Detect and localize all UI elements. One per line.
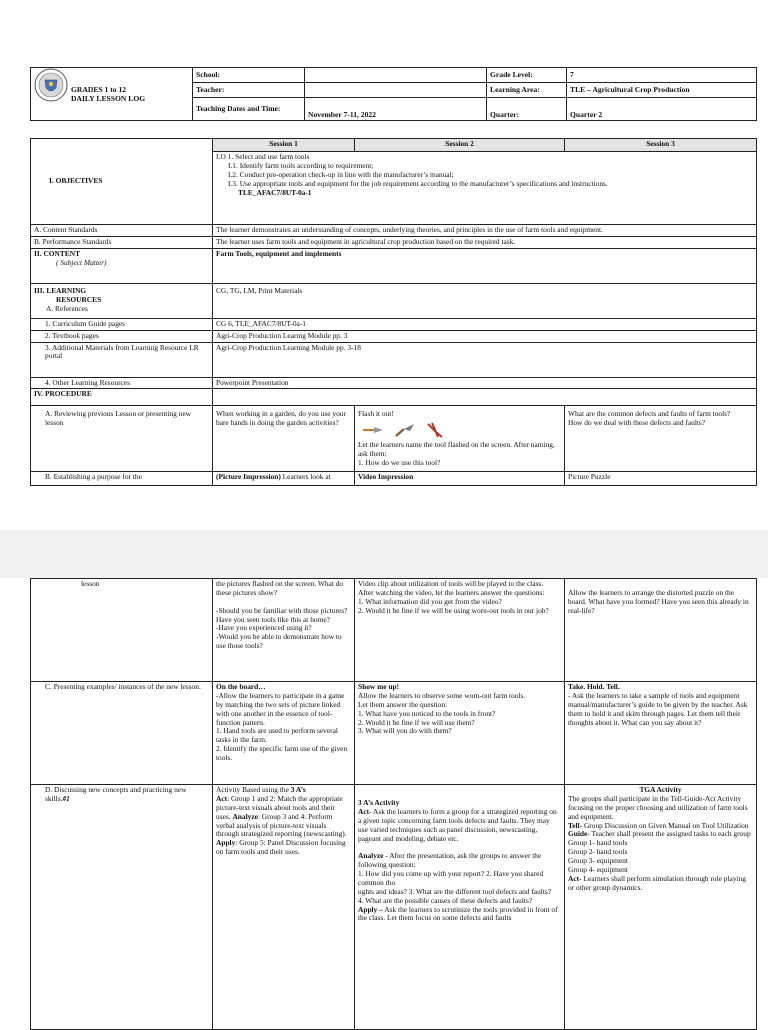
procedure-d-label-num: #1 — [62, 793, 70, 803]
resource-row-2-label: 2. Textbook pages — [31, 330, 213, 342]
d2-act-text: - Ask the learners to form a group for a strategized reporting on a given topic concerning farm tools defects and faults. They may use varied techniques such as panel discussion, newscasting, pageant and modeling, debate etc. — [358, 806, 557, 843]
procedure-d-session-2 — [355, 785, 565, 1030]
procedure-label: IV. PROCEDURE — [31, 389, 213, 406]
procedure-b-label-cont: lesson — [31, 579, 213, 682]
resource-row-2-value: Agri-Crop Production Learnig Module pp. 3 — [213, 330, 757, 342]
grade-label: Grade Level: — [487, 68, 567, 83]
d2-apply-text: Ask the learners to scrutinize the tools provided in front of the class. Let them focus on some defects and faults — [358, 904, 558, 923]
log-title-line1: GRADES 1 to 12 — [71, 84, 127, 94]
learning-resources-label-1: III. LEARNING — [34, 285, 87, 295]
content-standards-label: A. Content Standards — [31, 225, 213, 237]
quarter-value: Quarter 2 — [567, 98, 757, 121]
resource-row-1-value: CG 6, TLE_AFAC7/8UT-0a-1 — [213, 318, 757, 330]
content-standards-value: The learner demonstrates an understanding of concepts, underlying theories, and principles in the use of farm tools and equipment. — [213, 225, 757, 237]
d2-analyze-text: - After the presentation, ask the groups to answer the following question: 1. How did you come up with your report? 2. Have you shared common tho ughts and ideas? 3. What are the different tool defects and faults? 4. What are the possible causes of these defects and faults? — [358, 851, 552, 905]
d2-apply: Apply – — [358, 904, 383, 914]
d3-act-text: - Learners shall perform simulation through role playing or other group dynamics. — [568, 873, 746, 892]
procedure-d-session-1 — [213, 785, 355, 1030]
d1-act: Act — [216, 793, 228, 803]
page-gap — [0, 530, 768, 578]
tool-images — [362, 422, 561, 438]
content-label-cell — [31, 248, 213, 283]
area-value: TLE – Agricultural Crop Production — [567, 83, 757, 98]
resource-row-4-value: Powerpoint Presentation — [213, 377, 757, 389]
procedure-d-label-cell — [31, 785, 213, 1030]
objectives-content — [213, 152, 757, 225]
quarter-label: Quarter: — [487, 98, 567, 121]
d3-intro: The groups shall participate in the Tell-Guide-Act Activity focusing on the proper choosing and utilization of farm tools and equipment. — [568, 793, 748, 821]
procedure-c-session-1 — [213, 682, 355, 785]
content-sublabel: ( Subject Matter) — [56, 257, 107, 267]
procedure-a-label: A. Reviewing previous Lesson or presenting new lesson — [31, 406, 213, 472]
teacher-label: Teacher: — [193, 83, 305, 98]
d1-apply: Apply — [216, 838, 236, 848]
header-table — [30, 67, 757, 121]
references-label: A. References — [46, 303, 88, 313]
picture-impression-rest: Learners look at — [280, 472, 331, 482]
show-me-up-body: Allow the learners to observe some worn-out farm tools. Let them answer the question: 1. What have you noticed to the tools in front? 2. Would it be fine if we will use them? 3. What will you do with them? — [358, 690, 526, 736]
flash-body: Let the learners name the tool flashed on the screen. After naming, ask them: — [358, 440, 555, 459]
flash-question: 1. How do we use this tool? — [358, 458, 441, 467]
resource-row-3-label: 3. Additional Materials from Learning Resource LR portal — [31, 342, 213, 377]
d1-analyze-text: : Group 3 and 4: Perform verbal analysis of picture-text visuals through strategized reporting (newscasting). — [216, 811, 347, 839]
procedure-blank — [213, 389, 757, 406]
procedure-d-label: D. Discussing new concepts and practicing new skills. — [45, 785, 187, 803]
performance-standards-label: B. Performance Standards — [31, 236, 213, 248]
dates-value: November 7-11, 2022 — [305, 98, 487, 121]
learning-resources-label-cell — [31, 283, 213, 318]
lesson-table-continued — [30, 578, 757, 1030]
objective-item-2: I.2. Conduct pre-operation check-up in line with the manufacturer’s manual; — [228, 169, 454, 179]
d1-analyze: Analyze — [232, 811, 258, 821]
content-value: Farm Tools, equipment and implements — [213, 248, 757, 283]
log-title-line2: DAILY LESSON LOG — [71, 94, 146, 103]
lesson-table — [30, 138, 757, 486]
procedure-a-session-2 — [355, 406, 565, 472]
d2-title: 3 A’s Activity — [358, 798, 400, 807]
content-label: II. CONTENT — [34, 248, 80, 258]
take-hold-tell-title: Take. Hold. Tell. — [568, 682, 620, 691]
learning-resources-value: CG, TG, LM, Print Materials — [213, 283, 757, 318]
procedure-b-session-2-cont: Video clip about utilization of tools will be played to the class. After watching the video, let the learners answer the questions: 1. What information did you get from the video? 2. Would it be fine if we will be using worn-out tools in our job? — [355, 579, 565, 682]
d3-guide: Guide — [568, 829, 588, 839]
hand-trowel-icon — [394, 422, 416, 438]
take-hold-tell-body: - Ask the learners to take a sample of tools and equipment manual/manufacturer’s guide to be given by the teacher. Ask them to hold it and skim through pages. Let them tell their thoughts about it. What can you say about it? — [568, 690, 748, 727]
procedure-d-session-3 — [565, 785, 757, 1030]
page-two — [0, 578, 768, 1024]
teacher-value — [305, 83, 487, 98]
procedure-b-session-3-cont: Allow the learners to arrange the distorted puzzle on the board. What have you formed? Have you seen this already in real-life? — [565, 579, 757, 682]
procedure-c-label: C. Presenting examples/ instances of the new lesson. — [31, 682, 213, 785]
trowel-icon — [362, 425, 384, 435]
procedure-b-session-3: Picture Puzzle — [565, 472, 757, 486]
d3-title: TGA Activity — [639, 785, 682, 794]
on-the-board-body: -Allow the learners to participate in a game by matching the two sets of picture linked with one another in the essence of tool-function pattern. 1. Hand tools are used to perform several tasks in the farm. 2. Identify the specific farm use of the given tools. — [216, 690, 348, 762]
school-value — [305, 68, 487, 83]
objective-item-3: I.3. Use appropriate tools and equipment for the job requirement according to the manufacturer’s specifications and instructions. — [228, 178, 608, 188]
session-2-header: Session 2 — [355, 139, 565, 152]
on-the-board-title: On the board… — [216, 682, 266, 691]
objective-item-1: I.1. Identify farm tools according to requirement; — [228, 160, 374, 170]
session-3-header: Session 3 — [565, 139, 757, 152]
procedure-b-label: B. Establishing a purpose for the — [31, 472, 213, 486]
d1-intro-bold: 3 A’s — [290, 785, 306, 794]
d3-tell: Tell — [568, 820, 580, 830]
area-label: Learning Area: — [487, 83, 567, 98]
objective-code: TLE_AFAC7/8UT-0a-1 — [238, 187, 312, 197]
resource-row-4-label: 4. Other Learning Resources — [31, 377, 213, 389]
dates-label: Teaching Dates and Time: — [193, 98, 305, 121]
objectives-label: I. OBJECTIVES — [31, 139, 213, 225]
resource-row-1-label: 1. Curriculum Guide pages — [31, 318, 213, 330]
d1-act-text: : Group 1 and 2: Match the appropriate picture-text visuals about tools and their uses. — [216, 793, 343, 821]
d2-act: Act — [358, 806, 370, 816]
d1-intro: Activity Based using the — [216, 785, 291, 794]
grade-value: 7 — [567, 68, 757, 83]
procedure-b-session-2: Video Impression — [355, 472, 565, 486]
performance-standards-value: The learner uses farm tools and equipment in agricultural crop production based on the required task. — [213, 236, 757, 248]
procedure-b-session-1-cont: the pictures flashed on the screen. What do these pictures show? -Should you be familiar with those pictures? Have you seen tools like this at home? -Have you experienced using it? -Would you be able to demonstrate how to use those tools? — [213, 579, 355, 682]
d1-apply-text: : Group 5: Panel Discussion focusing on farm tools and their uses. — [216, 838, 346, 857]
learning-resources-label-2: RESOURCES — [56, 294, 102, 304]
procedure-c-session-2 — [355, 682, 565, 785]
d3-act: Act — [568, 873, 580, 883]
resource-row-3-value: Agri-Crop Production Learning Module pp. 3-18 — [213, 342, 757, 377]
d3-guide-text: - Teacher shall present the assigned tasks to each group Group 1- hand tools Group 2- hand tools Group 3- equipment Group 4- equipment — [568, 829, 751, 874]
procedure-b-session-1 — [213, 472, 355, 486]
flash-title: Flash it out! — [358, 409, 394, 419]
procedure-a-session-3: What are the common defects and faults of farm tools? How do we deal with these defects and faults? — [565, 406, 757, 472]
procedure-a-session-1: When working in a garden, do you use your bare hands in doing the garden activities? — [213, 406, 355, 472]
school-label: School: — [193, 68, 305, 83]
picture-impression-bold: (Picture Impression) — [216, 472, 281, 482]
log-title — [31, 68, 193, 121]
session-1-header: Session 1 — [213, 139, 355, 152]
pruning-shears-icon — [426, 422, 444, 438]
d3-tell-text: - Group Discussion on Given Manual on Tool Utilization — [579, 820, 749, 830]
procedure-c-session-3 — [565, 682, 757, 785]
show-me-up-title: Show me up! — [358, 682, 400, 691]
d2-analyze: Analyze — [358, 851, 384, 861]
objective-lo: LO 1. Select and use farm tools — [216, 152, 310, 161]
